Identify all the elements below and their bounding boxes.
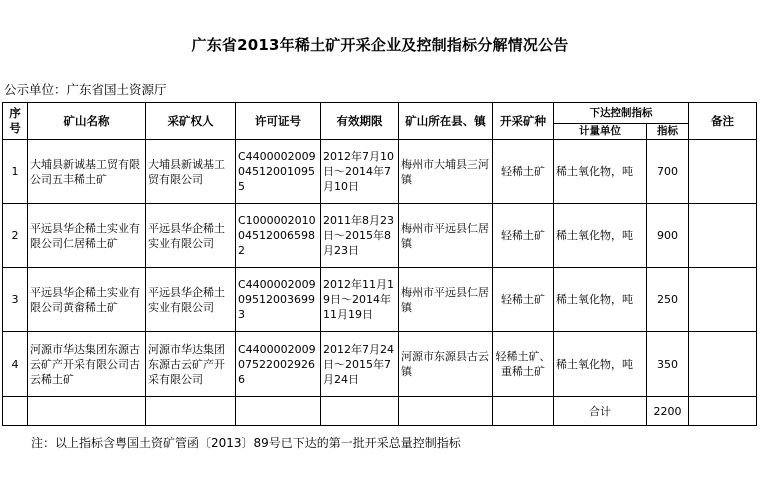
table-row [3, 140, 757, 204]
cell-mineral: 轻稀土矿 [493, 268, 554, 332]
header-quota-unit: 计量单位 [554, 124, 647, 140]
cell-validity: 2012年7月10日～2014年7月10日 [321, 140, 399, 204]
cell-seq: 2 [3, 204, 28, 268]
header-mineral: 开采矿种 [493, 103, 554, 140]
cell-rights-holder: 平远县华企稀土实业有限公司 [146, 204, 236, 268]
cell-validity: 2011年8月23日～2015年8月23日 [321, 204, 399, 268]
cell-seq: 3 [3, 268, 28, 332]
cell-license-no: C4400002009045120010955 [236, 140, 321, 204]
cell-validity: 2012年11月19日～2014年11月19日 [321, 268, 399, 332]
quota-table [2, 102, 757, 426]
cell-location: 河源市东源县古云镇 [399, 332, 493, 397]
header-seq: 序号 [3, 103, 28, 140]
cell-unit: 稀土氧化物，吨 [554, 204, 647, 268]
cell-location: 梅州市大埔县三河镇 [399, 140, 493, 204]
cell-mine-name: 河源市华达集团东源古云矿产开采有限公司古云稀土矿 [28, 332, 146, 397]
header-rights-holder: 采矿权人 [146, 103, 236, 140]
cell-value: 700 [647, 140, 689, 204]
cell-remark [689, 140, 757, 204]
cell-mine-name: 大埔县新诚基工贸有限公司五丰稀土矿 [28, 140, 146, 204]
publishing-unit: 公示单位：广东省国土资源厅 [4, 82, 167, 97]
total-row [3, 397, 757, 426]
header-validity: 有效期限 [321, 103, 399, 140]
header-mine-name: 矿山名称 [28, 103, 146, 140]
cell-remark [689, 268, 757, 332]
cell-mine-name: 平远县华企稀土实业有限公司黄畲稀土矿 [28, 268, 146, 332]
header-location: 矿山所在县、镇 [399, 103, 493, 140]
total-value: 2200 [647, 397, 689, 426]
cell-unit: 稀土氧化物，吨 [554, 268, 647, 332]
cell-rights-holder: 平远县华企稀土实业有限公司 [146, 268, 236, 332]
cell-value: 350 [647, 332, 689, 397]
table-row [3, 332, 757, 397]
header-remark: 备注 [689, 103, 757, 140]
cell-location: 梅州市平远县仁居镇 [399, 204, 493, 268]
cell-location: 梅州市平远县仁居镇 [399, 268, 493, 332]
cell-rights-holder: 河源市华达集团东源古云矿产开采有限公司 [146, 332, 236, 397]
total-label: 合计 [554, 397, 647, 426]
cell-remark [689, 204, 757, 268]
page-title: 广东省2013年稀土矿开采企业及控制指标分解情况公告 [191, 36, 569, 54]
footnote: 注：以上指标含粤国土资矿管函〔2013〕89号已下达的第一批开采总量控制指标 [31, 436, 461, 450]
cell-license-no: C4400002009095120036993 [236, 268, 321, 332]
table-row [3, 204, 757, 268]
cell-mineral: 轻稀土矿 [493, 204, 554, 268]
cell-license-no: C4400002009075220029266 [236, 332, 321, 397]
cell-rights-holder: 大埔县新诚基工贸有限公司 [146, 140, 236, 204]
cell-mineral: 轻稀土矿 [493, 140, 554, 204]
header-license-no: 许可证号 [236, 103, 321, 140]
cell-validity: 2012年7月24日～2015年7月24日 [321, 332, 399, 397]
cell-value: 250 [647, 268, 689, 332]
cell-mine-name: 平远县华企稀土实业有限公司仁居稀土矿 [28, 204, 146, 268]
header-quota-group: 下达控制指标 [554, 103, 689, 124]
cell-value: 900 [647, 204, 689, 268]
header-row-1 [3, 103, 757, 124]
cell-remark [689, 332, 757, 397]
table-row [3, 268, 757, 332]
cell-seq: 1 [3, 140, 28, 204]
cell-unit: 稀土氧化物，吨 [554, 140, 647, 204]
cell-license-no: C1000002010045120065982 [236, 204, 321, 268]
cell-unit: 稀土氧化物，吨 [554, 332, 647, 397]
cell-mineral: 轻稀土矿、重稀土矿 [493, 332, 554, 397]
header-quota-value: 指标 [647, 124, 689, 140]
cell-seq: 4 [3, 332, 28, 397]
